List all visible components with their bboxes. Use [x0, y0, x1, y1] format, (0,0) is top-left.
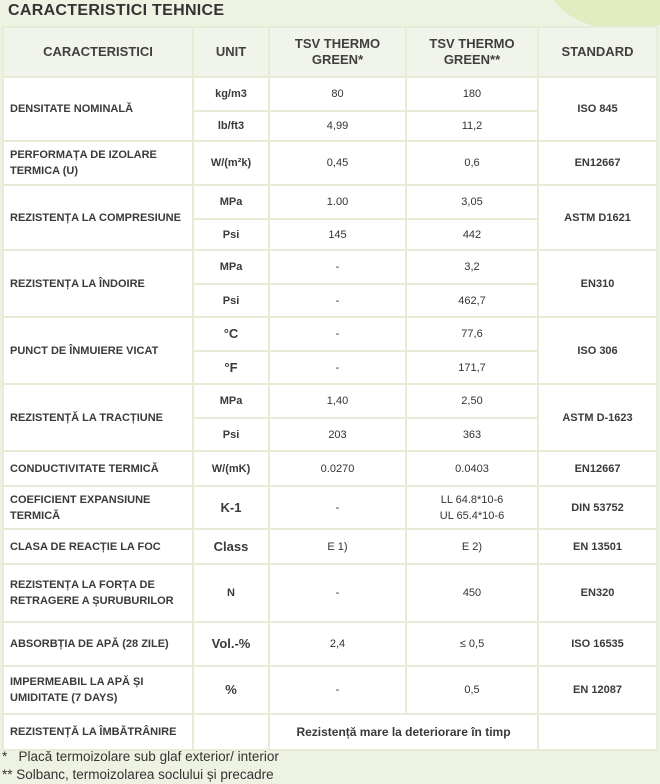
header-green1: TSV THERMO GREEN* — [269, 27, 406, 77]
value-cell-wide: Rezistență mare la deteriorare în timp — [269, 714, 538, 750]
row-label: REZISTENȚĂ LA TRACȚIUNE — [3, 384, 193, 451]
value-cell: 80 — [269, 77, 406, 111]
header-characteristic: CARACTERISTICI — [3, 27, 193, 77]
value-cell: 0.0270 — [269, 451, 406, 486]
row-label: REZISTENȚA LA ÎNDOIRE — [3, 250, 193, 317]
table-row — [3, 666, 657, 714]
row-label: ABSORBȚIA DE APĂ (28 ZILE) — [3, 622, 193, 666]
unit-cell: W/(mK) — [193, 451, 269, 486]
value-cell: - — [269, 250, 406, 284]
table-row — [3, 564, 657, 622]
value-line: LL 64.8*10-6 — [440, 493, 504, 506]
value-cell: 11,2 — [406, 111, 538, 141]
table-row — [3, 714, 657, 750]
standard-cell: EN320 — [538, 564, 657, 622]
row-label: PUNCT DE ÎNMUIERE VICAT — [3, 317, 193, 384]
unit-cell: MPa — [193, 250, 269, 284]
standard-cell: EN 13501 — [538, 529, 657, 564]
value-cell: 2,4 — [269, 622, 406, 666]
unit-cell — [193, 714, 269, 750]
value-cell: 0,6 — [406, 141, 538, 185]
page-title: CARACTERISTICI TEHNICE — [8, 2, 225, 19]
value-cell: 203 — [269, 418, 406, 451]
value-cell: 2,50 — [406, 384, 538, 418]
standard-cell: EN310 — [538, 250, 657, 317]
footnote: ** Solbanc, termoizolarea soclului și precadre — [2, 767, 274, 782]
standard-cell: ISO 845 — [538, 77, 657, 141]
header-standard: STANDARD — [538, 27, 657, 77]
value-cell: 0,5 — [406, 666, 538, 714]
unit-cell: MPa — [193, 185, 269, 219]
standard-cell: EN12667 — [538, 451, 657, 486]
table-row — [3, 529, 657, 564]
value-cell: 450 — [406, 564, 538, 622]
value-cell: 0.0403 — [406, 451, 538, 486]
unit-cell: °C — [193, 317, 269, 351]
standard-cell: ISO 306 — [538, 317, 657, 384]
row-label: CLASA DE REACȚIE LA FOC — [3, 529, 193, 564]
unit-cell: Psi — [193, 284, 269, 317]
value-cell: 171,7 — [406, 351, 538, 384]
table-row — [3, 384, 657, 418]
value-cell: ≤ 0,5 — [406, 622, 538, 666]
value-cell: - — [269, 564, 406, 622]
standard-cell: ASTM D1621 — [538, 185, 657, 250]
value-cell: 3,05 — [406, 185, 538, 219]
unit-cell: kg/m3 — [193, 77, 269, 111]
value-cell: E 1) — [269, 529, 406, 564]
header-green2: TSV THERMO GREEN** — [406, 27, 538, 77]
table-row — [3, 486, 657, 529]
header-unit: UNIT — [193, 27, 269, 77]
unit-cell: Psi — [193, 219, 269, 250]
unit-cell: MPa — [193, 384, 269, 418]
table-row — [3, 250, 657, 284]
table-row — [3, 622, 657, 666]
standard-cell: ISO 16535 — [538, 622, 657, 666]
row-label: CONDUCTIVITATE TERMICĂ — [3, 451, 193, 486]
unit-cell: Class — [193, 529, 269, 564]
row-label: REZISTENȚA LA FORȚA DE RETRAGERE A ȘURUBURILOR — [3, 564, 193, 622]
value-cell: 1.00 — [269, 185, 406, 219]
table-row — [3, 451, 657, 486]
footnote: * Placă termoizolare sub glaf exterior/ interior — [2, 749, 279, 764]
unit-cell: W/(m²k) — [193, 141, 269, 185]
standard-cell: EN12667 — [538, 141, 657, 185]
specs-table — [2, 26, 658, 751]
value-cell: 0,45 — [269, 141, 406, 185]
value-cell: 4,99 — [269, 111, 406, 141]
value-cell: 442 — [406, 219, 538, 250]
table-row — [3, 141, 657, 185]
unit-cell: °F — [193, 351, 269, 384]
unit-cell: Vol.-% — [193, 622, 269, 666]
unit-cell: Psi — [193, 418, 269, 451]
value-cell: - — [269, 486, 406, 529]
unit-cell: % — [193, 666, 269, 714]
row-label: DENSITATE NOMINALĂ — [3, 77, 193, 141]
value-cell: E 2) — [406, 529, 538, 564]
table-row — [3, 77, 657, 111]
unit-cell: K-1 — [193, 486, 269, 529]
table-row — [3, 185, 657, 219]
value-cell: 1,40 — [269, 384, 406, 418]
value-cell: 180 — [406, 77, 538, 111]
value-cell: 77,6 — [406, 317, 538, 351]
row-label: REZISTENȚĂ LA ÎMBĂTRÂNIRE — [3, 714, 193, 750]
row-label: COEFICIENT EXPANSIUNE TERMICĂ — [3, 486, 193, 529]
unit-cell: N — [193, 564, 269, 622]
unit-cell: lb/ft3 — [193, 111, 269, 141]
value-cell: - — [269, 317, 406, 351]
header-row — [3, 27, 657, 77]
standard-cell: DIN 53752 — [538, 486, 657, 529]
value-cell: 3,2 — [406, 250, 538, 284]
table-row — [3, 317, 657, 351]
standard-cell — [538, 714, 657, 750]
standard-cell: ASTM D-1623 — [538, 384, 657, 451]
value-cell: 363 — [406, 418, 538, 451]
row-label: PERFORMAȚA DE IZOLARE TERMICA (U) — [3, 141, 193, 185]
row-label: IMPERMEABIL LA APĂ ȘI UMIDITATE (7 DAYS) — [3, 666, 193, 714]
row-label: REZISTENȚA LA COMPRESIUNE — [3, 185, 193, 250]
value-cell — [406, 486, 538, 529]
standard-cell: EN 12087 — [538, 666, 657, 714]
value-line: UL 65.4*10-6 — [439, 509, 505, 522]
value-cell: - — [269, 351, 406, 384]
value-cell: - — [269, 284, 406, 317]
footnotes — [2, 748, 652, 784]
value-cell: - — [269, 666, 406, 714]
value-cell: 462,7 — [406, 284, 538, 317]
value-cell: 145 — [269, 219, 406, 250]
